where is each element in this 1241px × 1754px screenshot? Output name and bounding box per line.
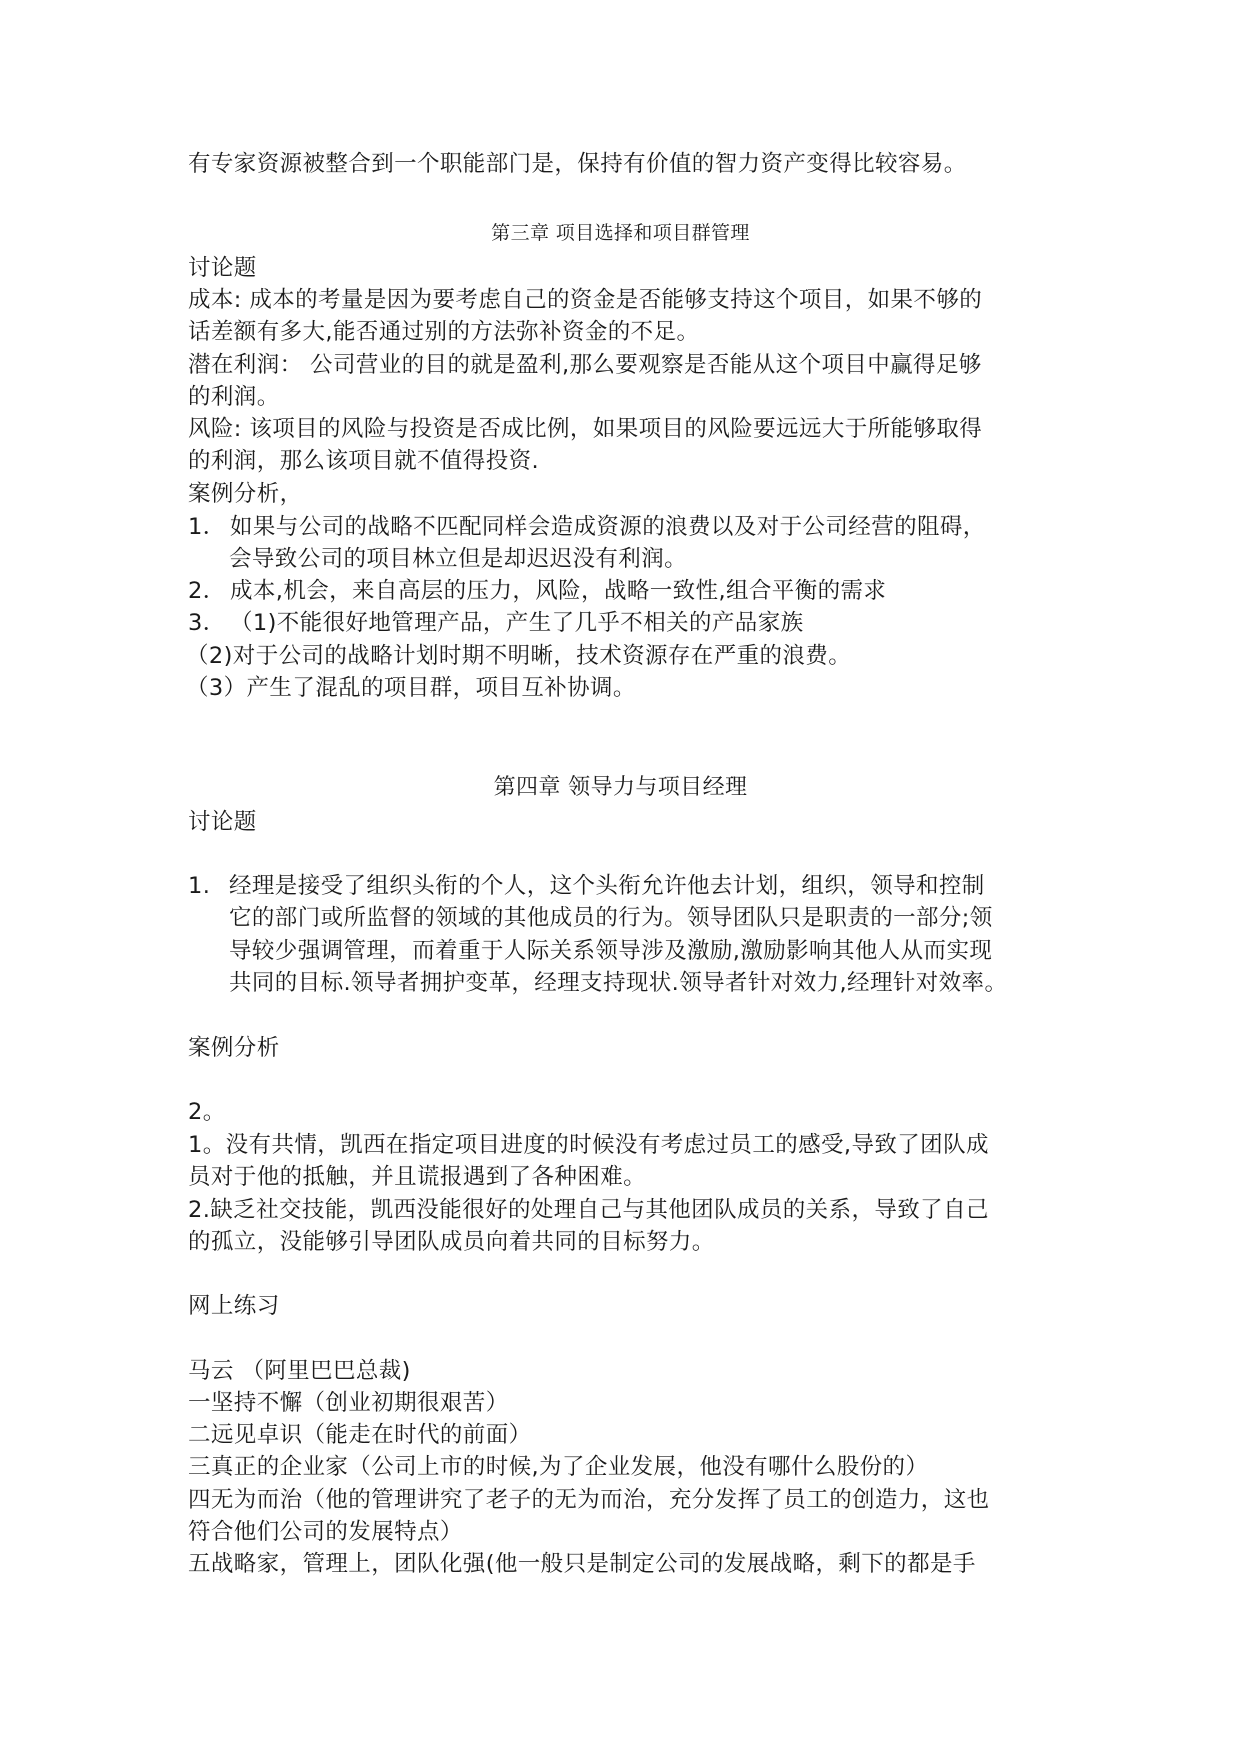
sub-item: （3）产生了混乱的项目群，项目互补协调。 <box>186 675 636 701</box>
trait-line: 五战略家，管理上，团队化强(他一般只是制定公司的发展战略，剩下的都是手 <box>188 1551 976 1577</box>
sub-item: （2)对于公司的战略计划时期不明晰，技术资源存在严重的浪费。 <box>186 643 852 669</box>
trait-line: 一坚持不懈（创业初期很艰苦） <box>188 1390 509 1416</box>
list-text-continued: 共同的目标.领导者拥护变革，经理支持现状.领导者针对效力,经理针对效率。 <box>229 970 1008 996</box>
list-text-continued: 会导致公司的项目林立但是却迟迟没有利润。 <box>229 546 688 572</box>
paragraph-line: 的利润，那么该项目就不值得投资. <box>188 448 540 474</box>
paragraph-line: 成本: 成本的考量是因为要考虑自己的资金是否能够支持这个项目，如果不够的 <box>188 287 983 313</box>
discussion-heading: 讨论题 <box>188 255 257 281</box>
list-text-continued: 它的部门或所监督的领域的其他成员的行为。领导团队只是职责的一部分;领 <box>229 905 993 931</box>
paragraph-line: 2.缺乏社交技能，凯西没能很好的处理自己与其他团队成员的关系，导致了自己 <box>188 1197 989 1223</box>
paragraph-line: 风险: 该项目的风险与投资是否成比例，如果项目的风险要远远大于所能够取得 <box>188 416 983 442</box>
paragraph-line: 有专家资源被整合到一个职能部门是，保持有价值的智力资产变得比较容易。 <box>188 151 967 177</box>
trait-line: 四无为而治（他的管理讲究了老子的无为而治，充分发挥了员工的创造力，这也 <box>188 1487 990 1513</box>
paragraph-line: 的孤立，没能够引导团队成员向着共同的目标努力。 <box>188 1229 715 1255</box>
list-number: 1． <box>188 514 226 540</box>
paragraph-line: 员对于他的抵触，并且谎报遇到了各种困难。 <box>188 1164 647 1190</box>
list-text: （1)不能很好地管理产品，产生了几乎不相关的产品家族 <box>230 610 804 636</box>
chapter4-title: 第四章 领导力与项目经理 <box>493 775 748 800</box>
list-number: 3． <box>188 610 226 636</box>
list-text-continued: 导较少强调管理，而着重于人际关系领导涉及激励,激励影响其他人从而实现 <box>229 938 993 964</box>
list-item <box>188 607 1068 639</box>
chapter3-title: 第三章 项目选择和项目群管理 <box>491 222 750 244</box>
list-number: 1. <box>188 873 211 899</box>
paragraph-line: 话差额有多大,能否通过别的方法弥补资金的不足。 <box>188 319 700 345</box>
paragraph-line: 潜在利润： 公司营业的目的就是盈利,那么要观察是否能从这个项目中赢得足够 <box>188 352 982 378</box>
list-text: 成本,机会，来自高层的压力，风险，战略一致性,组合平衡的需求 <box>230 578 887 604</box>
list-item <box>188 575 1068 607</box>
list-text: 经理是接受了组织头衔的个人，这个头衔允许他去计划，组织，领导和控制 <box>229 873 985 899</box>
case-heading: 案例分析， <box>188 481 303 507</box>
list-text: 如果与公司的战略不匹配同样会造成资源的浪费以及对于公司经营的阻碍， <box>230 514 986 540</box>
discussion-heading: 讨论题 <box>188 809 257 835</box>
person-heading: 马云 （阿里巴巴总裁) <box>188 1358 411 1384</box>
case-number: 2。 <box>188 1099 226 1125</box>
case-heading: 案例分析 <box>188 1035 280 1061</box>
trait-line: 二远见卓识（能走在时代的前面） <box>188 1422 532 1448</box>
paragraph-line: 1。没有共情，凯西在指定项目进度的时候没有考虑过员工的感受,导致了团队成 <box>188 1132 989 1158</box>
online-practice-heading: 网上练习 <box>188 1293 280 1319</box>
list-item <box>188 511 1068 543</box>
paragraph-line: 的利润。 <box>188 384 280 410</box>
list-item <box>188 870 1068 902</box>
trait-line: 符合他们公司的发展特点） <box>188 1519 463 1545</box>
list-number: 2． <box>188 578 226 604</box>
trait-line: 三真正的企业家（公司上市的时候,为了企业发展，他没有哪什么股份的） <box>188 1454 929 1480</box>
